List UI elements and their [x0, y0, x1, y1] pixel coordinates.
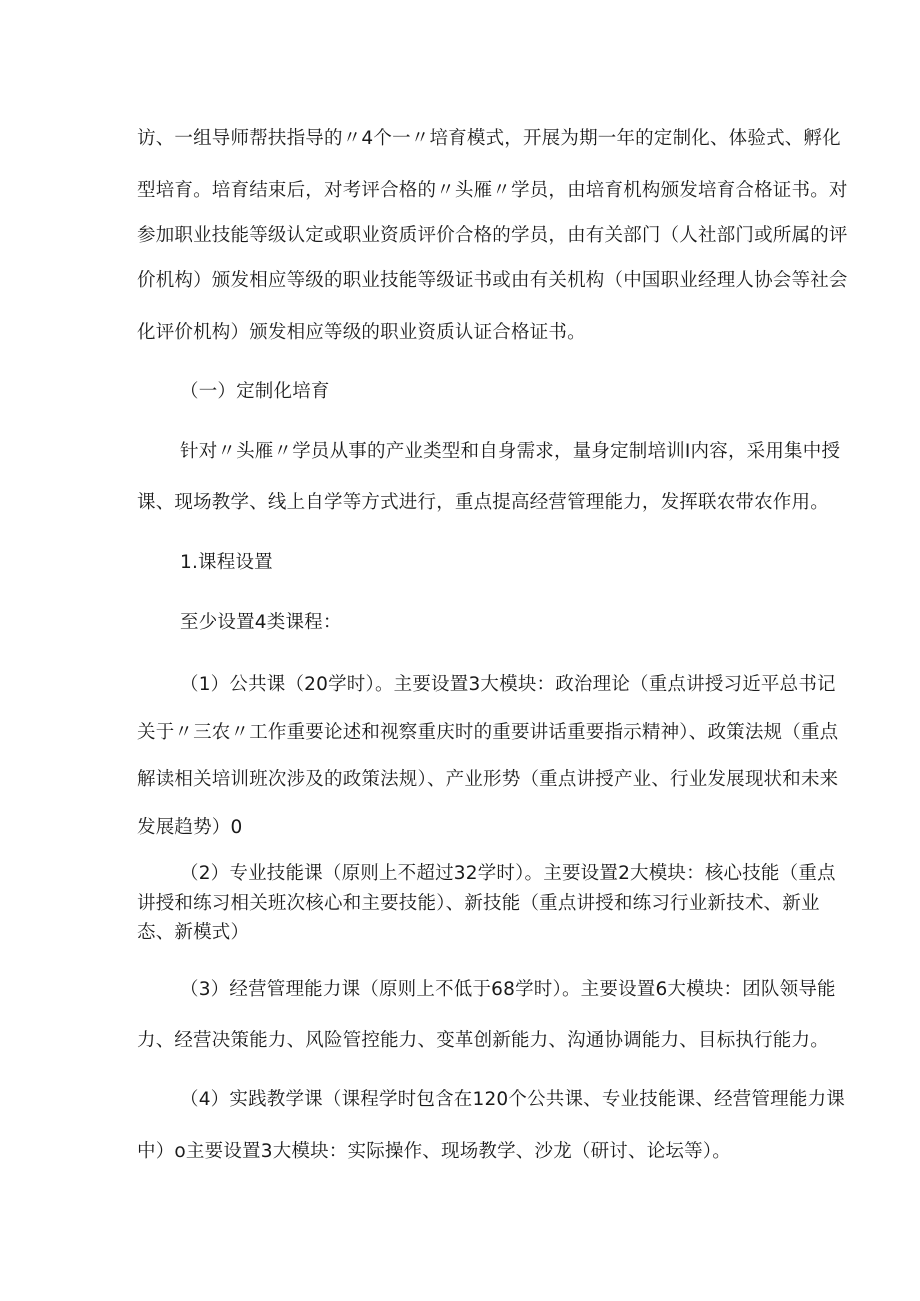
body-text-line: 解读相关培训班次涉及的政策法规）、产业形势（重点讲授产业、行业发展现状和未来: [137, 769, 839, 790]
body-text-line: 价机构）颁发相应等级的职业技能等级证书或由有关机构（中国职业经理人协会等社会: [137, 270, 848, 291]
body-text-line: 参加职业技能等级认定或职业资质评价合格的学员，由有关部门（人社部门或所属的评: [137, 225, 848, 246]
body-text-line: 访、一组导师帮扶指导的〃4个一〃培育模式，开展为期一年的定制化、体验式、孵化: [137, 128, 841, 149]
body-text-line: 中）o主要设置3大模块：实际操作、现场教学、沙龙（研讨、论坛等）。: [137, 1141, 731, 1162]
body-text-line: 讲授和练习相关班次核心和主要技能）、新技能（重点讲授和练习行业新技术、新业: [137, 893, 820, 914]
body-text-line: 力、经营决策能力、风险管控能力、变革创新能力、沟通协调能力、目标执行能力。: [137, 1030, 829, 1051]
body-text-line: 至少设置4类课程：: [180, 612, 342, 633]
body-text-line: 化评价机构）颁发相应等级的职业资质认证合格证书。: [137, 322, 586, 343]
body-text-line: 课、现场教学、线上自学等方式进行，重点提高经营管理能力，发挥联农带农作用。: [137, 492, 829, 513]
subsection-heading: 1.课程设置: [180, 552, 273, 573]
body-text-line: 型培育。培育结束后，对考评合格的〃头雁〃学员，由培育机构颁发培育合格证书。对: [137, 180, 848, 201]
body-text-line: 发展趋势）0: [137, 817, 243, 838]
body-text-line: 关于〃三农〃工作重要论述和视察重庆时的重要讲话重要指示精神）、政策法规（重点: [137, 722, 839, 743]
body-text-line: 针对〃头雁〃学员从事的产业类型和自身需求，量身定制培训I内容，采用集中授: [180, 441, 841, 462]
body-text-line: 态、新模式）: [137, 922, 250, 943]
section-heading: （一）定制化培育: [180, 381, 330, 402]
list-item-line: （3）经营管理能力课（原则上不低于68学时）。主要设置6大模块：团队领导能: [180, 979, 836, 1000]
list-item-line: （4）实践教学课（课程学时包含在120个公共课、专业技能课、经营管理能力课: [180, 1089, 845, 1110]
list-item-line: （2）专业技能课（原则上不超过32学时）。主要设置2大模块：核心技能（重点: [180, 863, 836, 884]
list-item-line: （1）公共课（20学时）。主要设置3大模块：政治理论（重点讲授习近平总书记: [180, 674, 836, 695]
